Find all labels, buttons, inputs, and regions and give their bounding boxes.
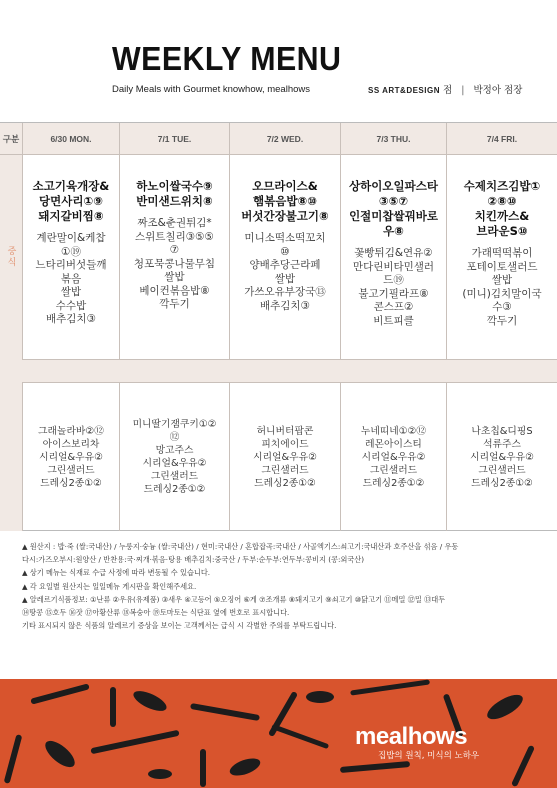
- side-dish: 수③: [492, 301, 512, 313]
- side-dish: 가쓰오유부장국⑬: [244, 286, 326, 298]
- snack-item: 그래놀라바②⑫: [38, 425, 104, 437]
- side-dish: (미니)김치말이국: [462, 287, 542, 300]
- snack-item: 드레싱2종①②: [40, 477, 102, 489]
- snack-item: 망고주스: [155, 445, 194, 456]
- brand-suffix: 점: [443, 85, 453, 96]
- note-line: ▲ 각 요일별 원산지는 일일메뉴 게시판을 확인해주세요.: [22, 581, 197, 591]
- lunch-label: 중식: [0, 155, 22, 359]
- side-dish: 쌀밥: [274, 272, 296, 285]
- page-subtitle: Daily Meals with Gourmet knowhow, mealhows: [112, 84, 310, 95]
- note-line: ⑭땅콩 ⑮호두 ⑯잣 ⑰아황산류 ⑱복숭아 ⑲토마토는 식단표 옆에 번호로 표시합니다.: [22, 608, 290, 618]
- side-dish: 만다린비타민샐러: [352, 260, 435, 273]
- side-dish: 베이컨볶음밥⑧: [139, 284, 210, 297]
- snack-item: 시리얼&우유②: [470, 451, 534, 463]
- spacer: [230, 224, 340, 232]
- snack-label-area: [0, 359, 22, 531]
- side-dish: 불고기필라프⑧: [358, 287, 429, 300]
- spacer: [23, 224, 119, 232]
- brand-line: [368, 82, 522, 96]
- main-dish: 버섯간장불고기⑧: [241, 209, 329, 223]
- utensil-pattern: [0, 679, 557, 788]
- side-dish: 느타리버섯들깨: [35, 259, 107, 271]
- side-dish: 쌀밥: [60, 286, 82, 298]
- snack-item: 시리얼&우유②: [39, 451, 103, 463]
- main-dish: 당면사리①⑨: [39, 194, 103, 208]
- note-line: 기타 표시되지 않은 식품의 알레르기 증상을 보이는 고객께서는 급식 시 각별한 주의를 부탁드립니다.: [22, 621, 337, 631]
- footer-tagline: 집밥의 원칙, 미식의 노하우: [378, 751, 480, 761]
- divider-band: [22, 359, 557, 383]
- main-dish: 브라운S⑩: [476, 224, 528, 238]
- snack-item: 피치에이드: [261, 438, 309, 450]
- lunch-cell: [229, 155, 340, 359]
- main-dish: 상하이오일파스타: [349, 179, 438, 193]
- side-dish: 짜조&춘권튀김*: [137, 217, 212, 229]
- spacer: [341, 239, 446, 247]
- main-dish: 우⑧: [383, 224, 404, 238]
- side-dish: 스위트칠리③⑤⑤: [135, 230, 214, 243]
- side-dish: 청포묵콩나물무침: [133, 257, 216, 270]
- lunch-cell: [22, 155, 119, 359]
- snack-item: 나초칩&디핑S: [471, 425, 533, 437]
- snack-item: 누네띠네①②⑫: [360, 425, 427, 437]
- main-dish: 오므라이스&: [252, 179, 318, 193]
- side-dish: ⑦: [169, 244, 180, 256]
- page-title: WEEKLY MENU: [112, 40, 342, 77]
- main-dish: 인절미찹쌀꿔바로: [349, 209, 438, 223]
- side-dish: 깍두기: [486, 314, 518, 327]
- snack-item: 그린샐러드: [47, 464, 95, 476]
- brand-separator: |: [461, 85, 465, 96]
- side-dish: 비트피클: [373, 314, 414, 327]
- side-dish: 쌀밥: [164, 271, 185, 283]
- day-header: 7/4 FRI.: [446, 123, 557, 155]
- main-dish: 반미샌드위치⑧: [136, 194, 213, 208]
- snack-item: 레몬아이스티: [365, 438, 422, 450]
- footer-logo: mealhows: [355, 723, 468, 750]
- snack-cell: [119, 383, 229, 531]
- note-line: ▲ 상기 메뉴는 식재료 수급 사정에 따라 변동될 수 있습니다.: [22, 568, 211, 578]
- main-dish: 치킨까스&: [474, 209, 530, 223]
- snack-item: 시리얼&우유②: [361, 451, 426, 463]
- notes: [22, 540, 552, 632]
- snack-item: 미니딸기잼쿠키①②: [132, 419, 217, 430]
- side-dish: 쌀밥: [491, 274, 513, 286]
- snack-item: ⑫: [169, 432, 180, 443]
- side-dish: 꽃빵튀김&연유②: [354, 247, 433, 259]
- snack-cell: [229, 383, 340, 531]
- corner-label: 구분: [0, 123, 22, 155]
- side-dish: 계란말이&케찹: [36, 232, 106, 244]
- snack-cell: [340, 383, 446, 531]
- snack-item: 석류주스: [483, 438, 521, 450]
- side-dish: 수수밥: [55, 299, 87, 312]
- day-header: 6/30 MON.: [22, 123, 119, 155]
- side-dish: 배추김치③: [46, 313, 96, 325]
- snack-item: 아이스보리차: [42, 438, 100, 450]
- side-dish: 포테이토샐러드: [466, 260, 538, 273]
- spacer: [120, 209, 229, 217]
- snack-cell: [22, 383, 119, 531]
- header: [0, 0, 557, 122]
- snack-item: 드레싱2종①②: [143, 484, 206, 495]
- lunch-cell: [119, 155, 229, 359]
- day-header: 7/2 WED.: [229, 123, 340, 155]
- snack-item: 시리얼&우유②: [253, 451, 317, 463]
- main-dish: 수제치즈김밥①: [463, 179, 541, 193]
- side-dish: ⑩: [280, 245, 290, 258]
- side-dish: 깍두기: [159, 298, 190, 310]
- footer: [0, 679, 557, 788]
- snack-item: 그린샐러드: [261, 464, 309, 476]
- main-dish: ③⑤⑦: [378, 194, 409, 208]
- snack-item: 드레싱2종①②: [254, 477, 316, 489]
- main-dish: 소고기육개장&: [32, 179, 110, 193]
- side-dish: 배추김치③: [260, 299, 310, 312]
- day-header: 7/3 THU.: [340, 123, 446, 155]
- spacer: [447, 239, 557, 247]
- menu-table: [0, 122, 557, 531]
- lunch-cell: [340, 155, 446, 359]
- note-line: 다시:가즈오부시:원양산 / 반찬용:국·찌개·볶음·탕용 배추김치:중국산 / 두부:순두부:연두부:콩비지 (콩:외국산): [22, 555, 365, 565]
- side-dish: 콘스프②: [373, 301, 414, 313]
- main-dish: 햄볶음밥⑧⑩: [253, 194, 317, 208]
- note-line: ▲ 알레르기식품정보: ①난류 ②우유(유제품) ③새우 ④고등어 ⑤오징어 ⑥게 ⑦조개류 ⑧돼지고기 ⑨쇠고기 ⑩닭고기 ⑪메밀 ⑫밀 ⑬대두: [22, 594, 446, 604]
- day-header: 7/1 TUE.: [119, 123, 229, 155]
- side-dish: 양배추당근라페: [249, 259, 321, 271]
- brand-name: SS ART&DESIGN: [368, 86, 440, 95]
- main-dish: 하노이쌀국수⑨: [136, 179, 213, 193]
- side-dish: 가래떡떡볶이: [471, 247, 533, 259]
- snack-item: 허니버터팝콘: [256, 425, 314, 437]
- lunch-cell: [446, 155, 557, 359]
- snack-item: 그린샐러드: [150, 471, 199, 482]
- snack-item: 드레싱2종①②: [362, 477, 425, 489]
- side-dish: 미니소떡소떡꼬치: [244, 232, 326, 244]
- snack-item: 그린샐러드: [369, 464, 418, 476]
- main-dish: 돼지갈비찜⑧: [38, 209, 104, 223]
- manager-name: 박정아 점장: [473, 85, 523, 96]
- snack-item: 시리얼&우유②: [142, 458, 207, 469]
- snack-item: 그린샐러드: [478, 464, 526, 476]
- side-dish: 볶음: [60, 272, 82, 285]
- note-line: ▲ 원산지 : 밥·죽 (쌀:국내산) / 누룽지·숭늉 (쌀:국내산) / 현미:국내산 / 혼합잡곡:국내산 / 사골엑기스:쇠고기:국내산과 호주산을 섞음 / 우동: [22, 542, 459, 551]
- side-dish: ①⑲: [61, 245, 81, 258]
- snack-cell: [446, 383, 557, 531]
- side-dish: 드⑲: [383, 274, 404, 286]
- main-dish: ②⑧⑩: [487, 194, 517, 208]
- snack-item: 드레싱2종①②: [471, 477, 533, 489]
